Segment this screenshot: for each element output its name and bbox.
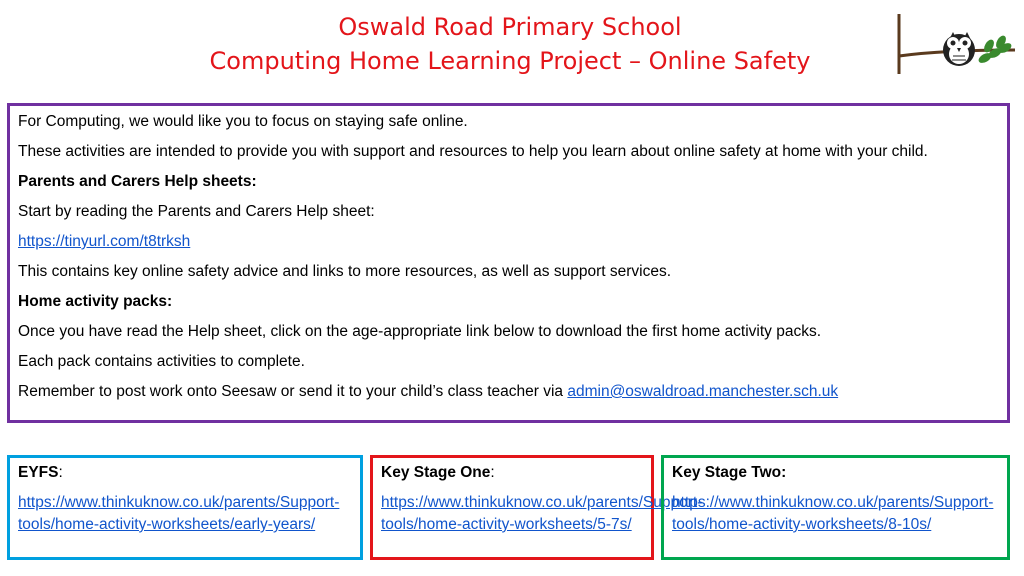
page-title [150,10,870,78]
ks1-label-colon: : [490,464,495,481]
key-stage-one-box [370,455,703,560]
each-pack-text: Each pack contains activities to complete. [18,353,305,370]
owl-on-branch-icon [893,10,1018,78]
eyfs-label-line [18,462,352,484]
contains-text: This contains key online safety advice and links to more resources, as well as support services. [18,263,672,280]
school-name: Oswald Road Primary School [338,13,682,41]
eyfs-label: EYFS [18,464,59,481]
once-read-text: Once you have read the Help sheet, click on the age-appropriate link below to download the first home activity packs. [18,323,822,340]
intro-text: For Computing, we would like you to focus on staying safe online. [18,113,468,130]
help-sheet-link[interactable]: https://tinyurl.com/t8trksh [18,233,191,250]
activity-packs-heading: Home activity packs: [18,293,173,310]
remember-text: Remember to post work onto Seesaw or send it to your child’s class teacher via [18,383,568,400]
instructions-box [7,103,1010,423]
eyfs-box [7,455,363,560]
ks2-label: Key Stage Two: [672,464,787,481]
help-sheets-heading: Parents and Carers Help sheets: [18,173,257,190]
ks1-label-line [381,462,643,484]
activities-text: These activities are intended to provide you with support and resources to help you learn about online safety at home with your child. [18,143,928,160]
ks1-link[interactable]: https://www.thinkuknow.co.uk/parents/Support-tools/home-activity-worksheets/5-7s/ [381,494,703,533]
eyfs-link[interactable]: https://www.thinkuknow.co.uk/parents/Support-tools/home-activity-worksheets/early-years/ [18,494,340,533]
email-link[interactable]: admin@oswaldroad.manchester.sch.uk [567,383,839,400]
ks2-link[interactable]: https://www.thinkuknow.co.uk/parents/Support-tools/home-activity-worksheets/8-10s/ [672,494,994,533]
key-stage-two-box [661,455,1010,560]
project-title: Computing Home Learning Project – Online Safety [209,47,811,75]
remember-line [18,381,999,403]
start-reading-text: Start by reading the Parents and Carers Help sheet: [18,203,375,220]
ks1-label: Key Stage One [381,464,491,481]
eyfs-label-colon: : [58,464,63,481]
